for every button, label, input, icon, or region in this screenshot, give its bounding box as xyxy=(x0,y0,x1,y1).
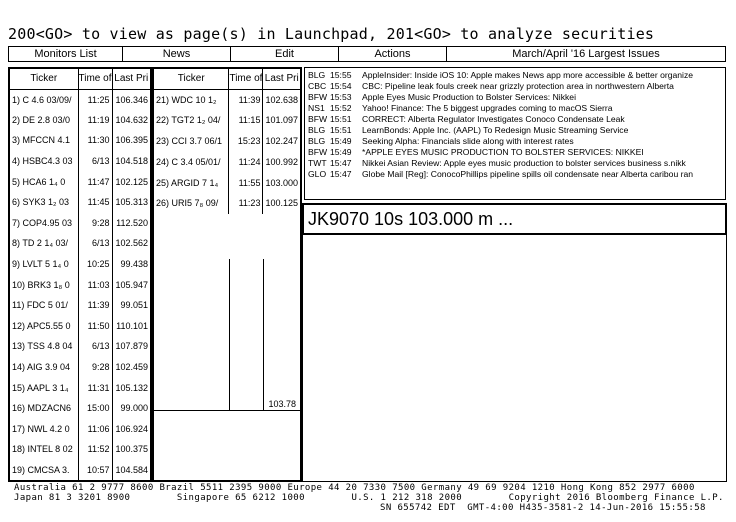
monitor-title: March/April '16 Largest Issues xyxy=(446,46,726,62)
ticker-cell: 5) HCA6 1₄ 0 xyxy=(10,171,78,192)
ticker-cell: 25) ARGID 7 1₄ xyxy=(154,172,229,193)
ticker-cell: 1) C 4.6 03/09/ xyxy=(10,89,78,110)
news-time: 15:54 xyxy=(330,81,352,91)
table-row[interactable] xyxy=(10,192,150,213)
divider xyxy=(154,410,300,411)
news-text: *APPLE EYES MUSIC PRODUCTION TO BOLSTER SERVICES: NIKKEI xyxy=(362,147,644,157)
time-cell: 15:00 xyxy=(78,398,112,419)
news-text: Seeking Alpha: Financials slide along with interest rates xyxy=(362,136,574,146)
last-price-cell: 100.992 xyxy=(265,156,298,167)
table-row[interactable] xyxy=(10,274,150,295)
ticker-cell: 15) AAPL 3 1₄ xyxy=(10,377,78,398)
time-cell: 11:39 xyxy=(78,295,112,316)
column-header-time[interactable]: Time of xyxy=(78,69,112,89)
edit-menu[interactable]: Edit xyxy=(230,46,338,62)
last-price-cell: 99.438 xyxy=(120,259,148,270)
time-cell: 9:28 xyxy=(78,357,112,378)
news-text: CORRECT: Alberta Regulator Investigates Conoco Condensate Leak xyxy=(362,114,625,124)
table-row[interactable] xyxy=(154,151,300,172)
ticker-cell: 3) MFCCN 4.1 xyxy=(10,130,78,151)
last-price-cell: 102.247 xyxy=(265,135,298,146)
time-cell: 11:24 xyxy=(229,151,263,172)
table-row[interactable] xyxy=(154,110,300,131)
news-headline[interactable] xyxy=(308,92,722,103)
last-price-cell: 107.879 xyxy=(115,341,148,352)
news-source: BLG xyxy=(308,125,326,135)
ticker-cell: 14) AIG 3.9 04 xyxy=(10,357,78,378)
ticker-cell: 12) APC5.55 0 xyxy=(10,316,78,337)
news-time: 15:49 xyxy=(330,147,352,157)
news-time: 15:47 xyxy=(330,158,352,168)
news-source: BLG xyxy=(308,136,326,146)
last-price-cell: 99.000 xyxy=(120,403,148,414)
time-cell: 9:28 xyxy=(78,213,112,234)
column-header-time[interactable]: Time of xyxy=(229,69,263,89)
last-price-cell: 99.051 xyxy=(120,300,148,311)
time-cell: 11:03 xyxy=(78,274,112,295)
column-divider xyxy=(154,259,230,410)
last-price-cell xyxy=(112,480,150,482)
ticker-cell: 21) WDC 10 1₂ xyxy=(154,89,229,110)
news-headline[interactable] xyxy=(308,103,722,114)
news-headline[interactable] xyxy=(308,158,722,169)
menu-bar xyxy=(8,46,726,62)
time-cell: 6/13 xyxy=(78,336,112,357)
table-row[interactable] xyxy=(10,213,150,234)
ticker-cell: 2) DE 2.8 03/0 xyxy=(10,110,78,131)
table-row[interactable] xyxy=(10,398,150,419)
ticker-cell: 18) INTEL 8 02 xyxy=(10,439,78,460)
table-row[interactable] xyxy=(10,233,150,254)
last-price-cell: 103.000 xyxy=(265,177,298,188)
table-row[interactable] xyxy=(10,89,150,110)
last-price-cell: 100.125 xyxy=(265,198,298,209)
last-price-cell: 106.924 xyxy=(115,423,148,434)
last-price-cell: 102.459 xyxy=(115,362,148,373)
time-cell: 15:23 xyxy=(229,131,263,152)
news-text: Nikkei Asian Review: Apple eyes music production to bolster services business s.nikk xyxy=(362,158,686,168)
news-menu[interactable]: News xyxy=(122,46,230,62)
time-cell: 11:55 xyxy=(229,172,263,193)
last-price-cell: 105.132 xyxy=(115,382,148,393)
news-headline[interactable] xyxy=(308,81,722,92)
last-price-value: 103.78 xyxy=(268,399,296,409)
news-text: Apple Eyes Music Production to Bolster Services: Nikkei xyxy=(362,92,576,102)
last-price-cell: 106.346 xyxy=(115,94,148,105)
time-cell: 11:25 xyxy=(78,89,112,110)
table-row[interactable] xyxy=(154,193,300,214)
ticker-cell: 6) SYK3 1₂ 03 xyxy=(10,192,78,213)
table-row[interactable] xyxy=(10,377,150,398)
last-price-cell: 104.632 xyxy=(115,114,148,125)
news-time: 15:52 xyxy=(330,103,352,113)
time-cell: 11:45 xyxy=(78,192,112,213)
news-source: BFW xyxy=(308,92,328,102)
time-cell: 11:23 xyxy=(229,193,263,214)
last-price-cell: 101.097 xyxy=(265,115,298,126)
column-divider xyxy=(230,259,264,410)
ticker-cell: 9) LVLT 5 1₄ 0 xyxy=(10,254,78,275)
table-row[interactable] xyxy=(154,172,300,193)
table-row[interactable] xyxy=(10,151,150,172)
news-time: 15:49 xyxy=(330,136,352,146)
news-source: NS1 xyxy=(308,103,325,113)
column-header-last-price[interactable]: Last Pri xyxy=(263,69,300,89)
time-cell: 11:06 xyxy=(78,419,112,440)
table-row[interactable] xyxy=(10,130,150,151)
time-cell: 11:30 xyxy=(78,130,112,151)
news-headline[interactable] xyxy=(308,114,722,125)
news-source: BFW xyxy=(308,147,328,157)
empty-rows-area xyxy=(154,259,300,480)
monitor-panel-left xyxy=(8,67,152,482)
ticker-cell: 24) C 3.4 05/01/ xyxy=(154,151,229,172)
news-text: AppleInsider: Inside iOS 10: Apple makes News app more accessible & better organize xyxy=(362,70,694,80)
news-time: 15:47 xyxy=(330,169,352,179)
ticker-cell: 7) COP4.95 03 xyxy=(10,213,78,234)
ticker-cell: 23) CCI 3.7 06/1 xyxy=(154,131,229,152)
last-price-cell: 102.562 xyxy=(115,238,148,249)
table-row[interactable] xyxy=(10,419,150,440)
table-row[interactable] xyxy=(10,295,150,316)
last-price-cell: 104.518 xyxy=(115,156,148,167)
news-time: 15:55 xyxy=(330,70,352,80)
news-source: BFW xyxy=(308,114,328,124)
time-cell xyxy=(78,480,112,482)
time-cell: 6/13 xyxy=(78,233,112,254)
last-price-cell: 100.375 xyxy=(115,444,148,455)
last-price-cell: 102.125 xyxy=(115,176,148,187)
ticker-cell: 17) NWL 4.2 0 xyxy=(10,419,78,440)
chart-area xyxy=(302,235,727,482)
ticker-cell: 13) TSS 4.8 04 xyxy=(10,336,78,357)
table-row[interactable] xyxy=(10,480,150,482)
ticker-cell: 11) FDC 5 01/ xyxy=(10,295,78,316)
time-cell: 11:19 xyxy=(78,110,112,131)
monitor-panel-right xyxy=(152,67,302,482)
table-row[interactable] xyxy=(10,460,150,481)
time-cell: 11:47 xyxy=(78,171,112,192)
news-text: Globe Mail [Reg]: ConocoPhillips pipeline spills oil condensate near Alberta caribou ran xyxy=(362,169,694,179)
monitor-table-right xyxy=(154,69,300,214)
monitor-table-left xyxy=(10,69,150,482)
news-text: Yahoo! Finance: The 5 biggest upgrades coming to macOS Sierra xyxy=(362,103,613,113)
news-source: GLO xyxy=(308,169,327,179)
footer-session: SN 655742 EDT GMT-4:00 H435-3581-2 14-Jun-2016 15:55:58 xyxy=(380,503,706,513)
table-row[interactable] xyxy=(10,439,150,460)
table-row[interactable] xyxy=(10,254,150,275)
actions-menu[interactable]: Actions xyxy=(338,46,446,62)
footer-copyright: Japan 81 3 3201 8900 Singapore 65 6212 1000 U.S. 1 212 318 2000 Copyright 2016 Bloomberg Finance L.P. xyxy=(14,493,724,503)
last-price-cell: 105.947 xyxy=(115,279,148,290)
news-panel xyxy=(304,67,726,200)
table-row[interactable] xyxy=(10,316,150,337)
news-source: CBC xyxy=(308,81,327,91)
news-text: CBC: Pipeline leak fouls creek near grizzly protection area in northwestern Alberta xyxy=(362,81,674,91)
time-cell: 11:31 xyxy=(78,377,112,398)
monitors-list-menu[interactable]: Monitors List xyxy=(8,46,122,62)
column-header-ticker[interactable]: Ticker xyxy=(154,69,229,89)
column-header-ticker[interactable]: Ticker xyxy=(10,69,78,89)
ticker-cell: 26) URI5 7₈ 09/ xyxy=(154,193,229,214)
news-headline[interactable] xyxy=(308,125,722,136)
time-cell: 10:57 xyxy=(78,460,112,481)
news-headline[interactable] xyxy=(308,70,722,81)
table-row[interactable] xyxy=(10,357,150,378)
column-header-last-price[interactable]: Last Pri xyxy=(112,69,150,89)
time-cell: 11:50 xyxy=(78,316,112,337)
table-row[interactable] xyxy=(10,336,150,357)
ticker-cell xyxy=(10,480,78,482)
news-time: 15:51 xyxy=(330,114,352,124)
table-row[interactable] xyxy=(154,89,300,110)
last-price-cell: 110.101 xyxy=(116,320,148,331)
last-price-cell: 102.638 xyxy=(265,94,298,105)
news-time: 15:51 xyxy=(330,125,352,135)
news-headline[interactable] xyxy=(308,169,722,180)
ticker-cell: 8) TD 2 1₄ 03/ xyxy=(10,233,78,254)
time-cell: 11:15 xyxy=(229,110,263,131)
ticker-cell: 16) MDZACN6 xyxy=(10,398,78,419)
last-price-cell: 105.313 xyxy=(115,197,148,208)
last-price-cell: 112.520 xyxy=(116,217,148,228)
news-headline[interactable] xyxy=(308,136,722,147)
last-price-cell: 106.395 xyxy=(115,135,148,146)
command-line[interactable]: 200<GO> to view as page(s) in Launchpad, 201<GO> to analyze securities xyxy=(8,25,655,43)
table-row[interactable] xyxy=(10,171,150,192)
footer-phones: Australia 61 2 9777 8600 Brazil 5511 2395 9000 Europe 44 20 7330 7500 Germany 49 69 9204 1210 Hong Kong 852 2977 6000 xyxy=(14,483,695,493)
ticker-cell: 4) HSBC4.3 03 xyxy=(10,151,78,172)
ticker-cell: 10) BRK3 1₈ 0 xyxy=(10,274,78,295)
news-headline[interactable] xyxy=(308,147,722,158)
time-cell: 11:39 xyxy=(229,89,263,110)
news-source: TWT xyxy=(308,158,327,168)
news-source: BLG xyxy=(308,70,326,80)
table-row[interactable] xyxy=(154,131,300,152)
time-cell: 11:52 xyxy=(78,439,112,460)
ticker-cell: 22) TGT2 1₂ 04/ xyxy=(154,110,229,131)
news-text: LearnBonds: Apple Inc. (AAPL) To Redesign Music Streaming Service xyxy=(362,125,629,135)
time-cell: 6/13 xyxy=(78,151,112,172)
table-row[interactable] xyxy=(10,110,150,131)
ticker-cell: 19) CMCSA 3. xyxy=(10,460,78,481)
time-cell: 10:25 xyxy=(78,254,112,275)
quote-bar[interactable]: JK9070 10s 103.000 m ... xyxy=(302,203,727,235)
last-price-cell: 104.584 xyxy=(115,464,148,475)
news-time: 15:53 xyxy=(330,92,352,102)
